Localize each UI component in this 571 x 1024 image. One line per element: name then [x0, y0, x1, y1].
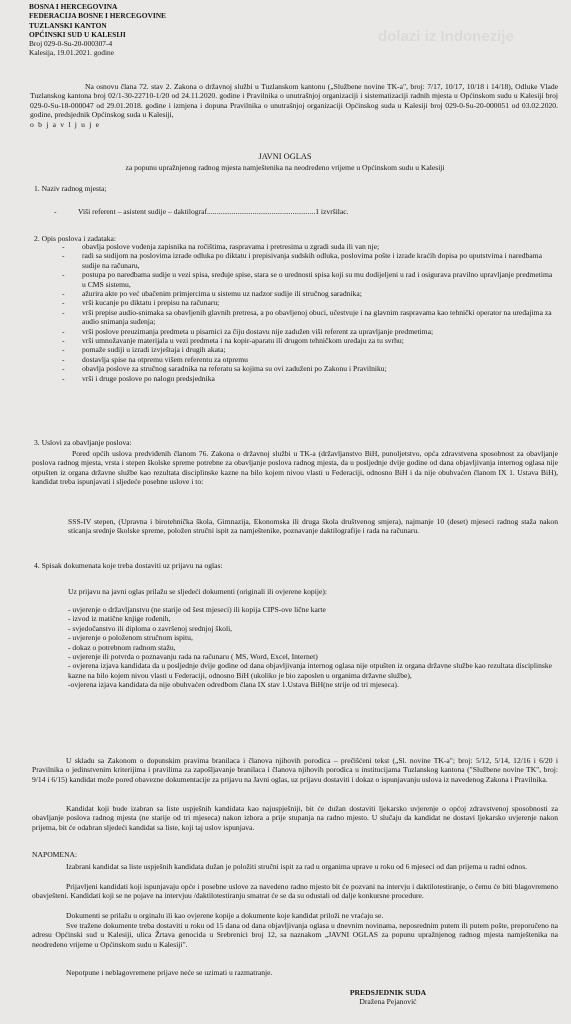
duty-item: - vrši kucanje po diktatu i prepisu na računaru;: [60, 298, 556, 307]
section-4-heading: 4. Spisak dokumenata koje treba dostaviti uz prijavu na oglas:: [34, 561, 223, 570]
bleed-text: dolazi iz Indonezije: [378, 28, 514, 45]
duty-item: - dostavlja spise na otpremu višem referentu za otpremu: [60, 355, 556, 364]
section-1-position: Viši referent – asistent sudije – daktilograf.........................................................1 izvršilac.: [78, 207, 349, 216]
intro-announce: o b j a v l j u j e: [30, 119, 101, 129]
notes-heading: NAPOMENA:: [32, 850, 78, 859]
document-subtitle: za popunu upražnjenog radnog mjesta namještenika na neodređeno vrijeme u Općinskom sudu u Kalesiji: [125, 163, 445, 172]
documents-list: [68, 605, 556, 690]
duty-item: - postupa po naredbama sudije u vezi spisa, sređuje spise, stara se o urednosti spisa koji su mu dodijeljeni u rad i osigurava pravilno upravljanje predmetima u CMS sistemu,: [60, 270, 556, 289]
header-canton: TUZLANSKI KANTON: [29, 20, 107, 30]
section-4-intro: Uz prijavu na javni oglas prilažu se sljedeći dokumenti (originali ili ovjerene kopije):: [68, 587, 327, 596]
document-item: - dokaz o potrebnom radnom stažu,: [68, 642, 176, 652]
section-3-heading: 3. Uslovi za obavljanje poslova:: [34, 438, 132, 447]
court-header: [29, 2, 166, 58]
document-item: - izvod iz matične knjige rođenih,: [68, 614, 171, 624]
document-item: - svjedočanstvo ili diploma o završenoj srednjoj školi,: [68, 623, 233, 633]
duty-item: - ažurira akte po već ubačenim primjercima u sistemu uz nadzor sudije ili stručnog saradnika;: [60, 289, 556, 298]
intro-legal-basis: Na osnovu člana 72. stav 2. Zakona o državnoj službi u Tuzlanskom kantonu („Službene novine TK-a", broj: 7/17, 10/17, 10/18 i 14/18), Odluke Vlade Tuzlanskog kantona broj 02/1-30-22710-1/20 od 24.11.2020. godine i Pravilnika o unutrašnjoj organizaciji i sistematizaciji radnih mjesta u Općinskom sudu u Kalesiji broj 029-0-Su-18-000047 od 29.01.2018. godine i izmjena i dopuna Pravilnika o unutrašnjoj organizaciji Općinskog suda u Kalesiji broj 029-0-Su-20-000051 od 03.02.2020. godine, predsjednik Općinskog suda u Kalesiji,: [30, 82, 558, 120]
header-country: BOSNA I HERCEGOVINA: [29, 2, 118, 11]
document-item: - uvjerenje ili potvrda o poznavanju rada na računaru ( MS, Word, Excel, Internet): [68, 652, 318, 662]
note-interview: Prijavljeni kandidati koji ispunjavaju opće i posebne uslove za navedeno radno mjesto bit će pozvani na intervju i daktilotestiranje, o čemu će biti blagovremeno obavješteni. Kandidati koji se ne pojave na intervjuu /daktilotestiranju smatrat će se da su odustali od dalje konkursne procedure.: [32, 882, 558, 901]
duties-list: [60, 242, 556, 383]
signature-block: [328, 988, 448, 1007]
duty-item: - pomaže sudiji u izradi izvještaja i drugih akata;: [60, 345, 556, 354]
duty-item: - radi sa sudijom na poslovima izrade odluka po diktatu i prepisivanja sudskih odluka, poslovima pošte i izrade kraćih dopisa po uputstvima i naredbama sudije na računaru,: [60, 251, 556, 270]
document-item: -ovjerena izjava kandidata da nije obuhvaćen odredbom člana IX stav 1.Ustava BiH(ne strije od tri mjeseca).: [68, 680, 399, 690]
duty-item: - vrši prepise audio-snimaka sa obavljenih glavnih pretresa, a po obavljenoj obuci, učestvuje i na glavnim raspravama kao tehnički operator na uređajima za audio snimanja suđenja;: [60, 308, 556, 327]
section-3-general-conditions: Pored općih uslova predviđenih članom 76. Zakona o državnoj službi u TK-a (državljanstvo BiH, punoljetstvo, opća zdravstvena sposobnost za obavljanje poslova radnog mjesta, vrsta i stepen školske spreme potrebne za obavljanje poslova radnog mjesta, da u posljednje dvije godine od dana objavljivanja internog oglasa nije otpušten iz organa državne službe kao rezultata disciplinske kazne na bilo kojem nivou vlasti u Federaciji, odnosno BiH i da nije obuhvaćen članom IX 1. Ustava BiH), kandidat treba ispunjavati i sljedeće posebne uslove i to:: [32, 449, 558, 487]
header-reference-number: Broj 029-0-Su-20-000307-4: [29, 39, 113, 49]
duty-item: - obavlja poslove za stručnog saradnika na referatu sa kojima su ovi zaduženi po Zakonu i Pravilniku;: [60, 364, 556, 373]
duty-item: - vrši i druge poslove po nalogu predsjednika: [60, 374, 556, 383]
document-item: - uvjerenje o položenom stručnom ispitu,: [68, 633, 193, 643]
medical-certificate-paragraph: Kandidat koji bude izabran sa liste uspješnih kandidata kao najuspješniji, bit će dužan dostaviti ljekarsko uvjerenje o općoj zdravstvenoj sposobnosti za obavljanje poslova radnog mjesta (ne starije od tri mjeseca) nakon izbora a prije stupanja na radno mjesto. U slučaju da kandidat ne dostavi ljekarsko uvjerenje nakon prijema, bit će odabran sljedeći kandidat sa liste, koji taj uslov ispunjava.: [32, 804, 558, 832]
signature-name: Dražena Pejanović: [359, 997, 417, 1007]
header-federation: FEDERACIJA BOSNE I HERCEGOVINE: [29, 11, 166, 21]
signature-role: PREDSJEDNIK SUDA: [349, 988, 427, 997]
intro-paragraph: [30, 82, 558, 129]
section-1-heading: 1. Naziv radnog mjesta;: [34, 184, 107, 193]
header-date: Kalesija, 19.01.2021. godine: [29, 48, 114, 58]
note-submission-deadline: Sve tražene dokumente treba dostaviti u roku od 15 dana od dana objavljivanja oglasa u dnevnim novinama, neposrednim putem ili putem pošte, preporučeno na adresu Općinski sud u Kalesiji, ulica Žrtava genocida u Srebrenici broj 12, sa naznakom „JAVNI OGLAS za popunu upražnjenog radnog mjesta namještenika na neodređeno vrijeme u Općinskom sudu u Kalesiji".: [32, 921, 558, 949]
duty-item: - vrši poslove preuzimanja predmeta u pisarnici za čiju dostavu nije zadužen viši referent za upravljanje predmetima;: [60, 327, 556, 336]
section-1-dash: -: [54, 207, 57, 216]
note-professional-exam: Izabrani kandidat sa liste uspješnih kandidata dužan je položiti stručni ispit za rad u organima uprave u roku od 6 mjeseci od dan prijema u radni odnos.: [66, 862, 528, 871]
note-documents-not-returned: Dokumenti se prilažu u orginalu ili kao ovjerene kopije a dokumente koje kandidat priloži ne vraćaju se.: [66, 911, 384, 920]
veterans-rights-paragraph: U skladu sa Zakonom o dopunskim pravima branilaca i članova njihovih porodica – prečišćeni tekst („Sl. novine TK-a"; broj: 5/12, 5/14, 12/16 i 6/20 i Pravilnika o jedinstvenim kriterijima i pravilima za zapošljavanje branilaca i članova njihovih porodica u institucijama Tuzlanskog kantona ("Službene novine TK", broj: 9/14 i 6/15) kandidat može pored obavezne dokumentacije za prijavu na Javni oglas, uz prijavu dostaviti i dokaz o ispunjavanju uslova iz navedenog Zakona i Pravilnika.: [32, 756, 558, 784]
duty-item: - obavlja poslove vođenja zapisnika na ročištima, raspravama i pretresima u zgradi suda ili van nje;: [60, 242, 556, 251]
document-title: JAVNI OGLAS: [258, 152, 312, 161]
document-item: - ovjerena izjava kandidata da u posljednje dvije godine od dana objavljivanja internog oglasa nije otpušten iz organa državne službe kao rezultata disciplinske kazne na bilo kojem nivou vlasti u Federaciji, odnosno BiH (ukoliko je bio zaposlen u organima državne službe),: [68, 661, 552, 680]
job-announcement-document: [2, 0, 568, 1024]
section-3-special-conditions: SSS-IV stepen, (Upravna i birotehnička škola, Gimnazija, Ekonomska ili druga škola društvenog smjera), najmanje 10 (deset) mjeseci radnog staža nakon sticanja srednje školske spreme, položen stručni ispit za namještenike, poznavanje daktilografije i rada na računaru.: [68, 517, 558, 536]
document-item: - uvjerenje o državljanstvu (ne starije od šest mjeseci) ili kopija CIPS-ove lične karte: [68, 605, 326, 614]
header-court: OPĆINSKI SUD U KALESIJI: [29, 29, 126, 39]
section-2-heading: 2. Opis poslova i zadataka:: [34, 234, 117, 243]
note-incomplete-applications: Nepotpune i neblagovremene prijave neće se uzimati u razmatranje.: [66, 968, 273, 977]
duty-item: - vrši umnožavanje materijala u vezi predmeta i na kopir-aparatu ili drugom tehničkom uređaju za tu svrhu;: [60, 336, 556, 345]
